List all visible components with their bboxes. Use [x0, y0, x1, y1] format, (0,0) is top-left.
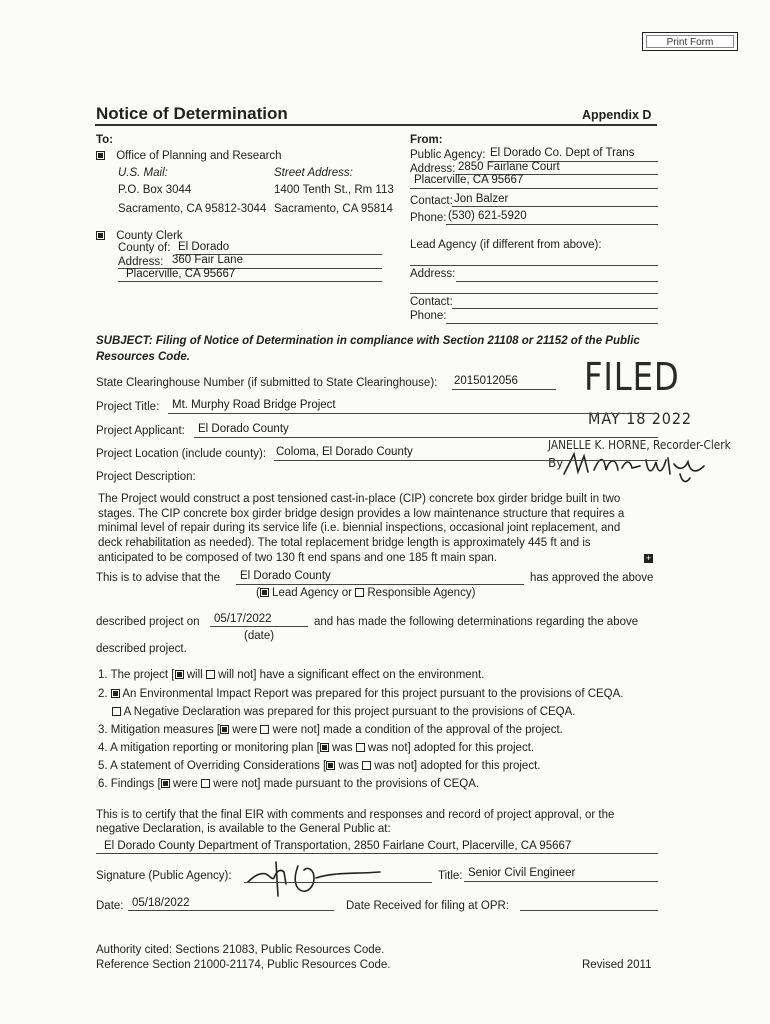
project-title-line: [168, 413, 658, 414]
street-label: Street Address:: [274, 167, 353, 179]
advise-agency-line: [236, 584, 524, 585]
paren-open: (: [256, 587, 260, 599]
determination-3: [98, 724, 563, 736]
phone-label: Phone:: [410, 212, 447, 224]
from-label: From:: [410, 134, 443, 146]
mitigation-were-not-checkbox[interactable]: [260, 725, 269, 734]
determination-1-suffix: will not] have a significant effect on the environment.: [218, 669, 485, 681]
plan-was-not-checkbox[interactable]: [356, 743, 365, 752]
determination-5-prefix: 5. A statement of Overriding Considerations [: [98, 760, 327, 772]
findings-were-label: were: [172, 778, 198, 790]
from-address2[interactable]: Placerville, CA 95667: [414, 174, 524, 186]
opr-row: [96, 150, 282, 162]
advise-suffix: has approved the above: [530, 572, 654, 584]
subject-text: SUBJECT: Filing of Notice of Determination in compliance with Section 21108 or 21152 of the Public Resources Code.: [96, 335, 640, 363]
approval-date-line: [210, 626, 308, 627]
reference-section: Reference Section 21000-21174, Public Resources Code.: [96, 959, 391, 971]
approval-date[interactable]: 05/17/2022: [214, 613, 272, 625]
location-line: [274, 460, 658, 461]
lead-agency-option: Lead Agency or: [272, 587, 352, 599]
lead-agency-label: Lead Agency (if different from above):: [410, 239, 602, 251]
plan-was-label: was: [332, 742, 353, 754]
certify-line2: negative Declaration, is available to the General Public at:: [96, 823, 391, 835]
certify-location-line: [96, 853, 658, 854]
eir-label: An Environmental Impact Report was prepared for this project pursuant to the provisions of CEQA.: [122, 688, 624, 700]
determination-6-suffix: were not] made pursuant to the provisions of CEQA.: [213, 778, 480, 790]
certify-line1: This is to certify that the final EIR with comments and responses and record of project approval, or the: [96, 809, 615, 821]
determination-1-prefix: 1. The project [: [98, 669, 175, 681]
signer-title-value[interactable]: Senior Civil Engineer: [468, 867, 576, 879]
project-title-label: Project Title:: [96, 401, 160, 413]
signature-date-line: [128, 910, 334, 911]
opr-name: Office of Planning and Research: [116, 150, 282, 162]
clerk-signature: [560, 444, 710, 488]
from-address-label: Address:: [410, 163, 456, 175]
sch-value[interactable]: 2015012056: [454, 375, 518, 387]
lead-contact-label: Contact:: [410, 296, 453, 308]
received-label: Date Received for filing at OPR:: [346, 900, 509, 912]
determination-4-prefix: 4. A mitigation reporting or monitoring plan [: [98, 742, 320, 754]
opr-street: 1400 Tenth St., Rm 113: [274, 184, 394, 196]
contact-line: [452, 206, 658, 207]
determination-2-prefix: 2.: [98, 688, 108, 700]
applicant-label: Project Applicant:: [96, 425, 185, 437]
determination-6: [98, 778, 479, 790]
lead-phone-label: Phone:: [410, 310, 447, 322]
clerk-address-line2: [118, 281, 382, 282]
described-end: described project.: [96, 643, 187, 655]
determination-3-prefix: 3. Mitigation measures [: [98, 724, 221, 736]
phone-line: [446, 224, 658, 225]
description-line: The Project would construct a post tensioned cast-in-place (CIP) concrete box girder bridge built in two: [98, 493, 621, 505]
location-value[interactable]: Coloma, El Dorado County: [276, 446, 413, 458]
clerk-name: County Clerk: [116, 230, 183, 242]
eir-checkbox[interactable]: [111, 689, 120, 698]
mitigation-were-checkbox[interactable]: [220, 725, 229, 734]
description-line: minimal level of repair during its service life (i.e. biennial inspections, occasional joint replacement, and: [98, 522, 621, 535]
applicant-line: [194, 437, 658, 438]
lead-agency-checkbox[interactable]: [260, 588, 269, 597]
applicant-value[interactable]: El Dorado County: [198, 423, 289, 435]
responsible-agency-checkbox[interactable]: [355, 588, 364, 597]
described-prefix: described project on: [96, 616, 200, 628]
filed-stamp-date: MAY 18 2022: [588, 409, 692, 428]
determination-1: [98, 669, 484, 681]
lead-address-label: Address:: [410, 268, 456, 280]
opr-checkbox[interactable]: [96, 151, 105, 160]
sch-line: [452, 389, 556, 390]
location-label: Project Location (include county):: [96, 448, 267, 460]
overriding-was-label: was: [338, 760, 359, 772]
description-line: deck rehabilitation as needed). The total replacement bridge length is approximately 445 ft and is: [98, 537, 591, 550]
revised-label: Revised 2011: [582, 959, 652, 971]
negative-declaration-label: A Negative Declaration was prepared for this project pursuant to the provisions of CEQA.: [123, 706, 576, 718]
agency-signature: [244, 858, 384, 900]
determination-2b: [112, 706, 576, 718]
expand-icon[interactable]: +: [645, 553, 652, 563]
will-label: will: [186, 669, 203, 681]
responsible-agency-option: Responsible Agency): [367, 587, 476, 599]
clerk-address2[interactable]: Placerville, CA 95667: [126, 268, 236, 280]
description-line: stages. The CIP concrete box girder bridge design provides a low maintenance structure that requires a: [98, 507, 625, 520]
will-checkbox[interactable]: [175, 670, 184, 679]
determination-2: [98, 688, 624, 700]
signature-line[interactable]: [244, 882, 432, 883]
advise-prefix: This is to advise that the: [96, 572, 221, 584]
advise-agency[interactable]: El Dorado County: [240, 570, 331, 582]
clerk-row: [96, 230, 183, 242]
phone-value[interactable]: (530) 621-5920: [448, 210, 527, 222]
described-suffix: and has made the following determinations regarding the above: [314, 616, 639, 628]
signer-title-label: Title:: [438, 870, 463, 882]
sch-label: State Clearinghouse Number (if submitted to State Clearinghouse):: [96, 377, 438, 389]
mail-label: U.S. Mail:: [118, 167, 168, 179]
lead-phone-line[interactable]: [446, 323, 658, 324]
opr-mail-city: Sacramento, CA 95812-3044: [118, 203, 267, 215]
project-title-value[interactable]: Mt. Murphy Road Bridge Project: [172, 399, 336, 411]
will-not-checkbox[interactable]: [206, 670, 215, 679]
clerk-address1[interactable]: 360 Fair Lane: [172, 254, 243, 266]
signature-date-label: Date:: [96, 900, 124, 912]
determination-5-suffix: was not] adopted for this project.: [374, 760, 541, 772]
agency-label: Public Agency:: [410, 149, 486, 161]
signature-date-value[interactable]: 05/18/2022: [132, 897, 190, 909]
signature-label: Signature (Public Agency):: [96, 870, 232, 882]
description-label: Project Description:: [96, 471, 196, 483]
determination-4: [98, 742, 534, 754]
filed-stamp-clerk: JANELLE K. HORNE, Recorder-Clerk: [548, 438, 731, 452]
filed-stamp-by: By: [548, 456, 564, 470]
signer-title-line: [464, 881, 658, 882]
negative-declaration-checkbox[interactable]: [112, 707, 121, 716]
date-caption: (date): [244, 630, 275, 642]
to-label: To:: [96, 134, 114, 146]
findings-were-not-checkbox[interactable]: [201, 779, 210, 788]
contact-label: Contact:: [410, 195, 453, 207]
appendix-label: Appendix D: [582, 108, 652, 122]
county-label: County of:: [118, 242, 171, 254]
determination-3-suffix: were not] made a condition of the approval of the project.: [272, 724, 563, 736]
opr-po-box: P.O. Box 3044: [118, 184, 192, 196]
received-line[interactable]: [520, 910, 658, 911]
print-form-label: Print Form: [666, 37, 714, 48]
certify-location[interactable]: El Dorado County Department of Transportation, 2850 Fairlane Court, Placerville, CA 95667: [104, 840, 572, 852]
opr-street-city: Sacramento, CA 95814: [274, 203, 393, 215]
lead-address-line1[interactable]: [456, 281, 658, 282]
clerk-address-label: Address:: [118, 256, 164, 268]
determination-6-prefix: 6. Findings [: [98, 778, 161, 790]
lead-contact-line[interactable]: [452, 308, 658, 309]
filed-stamp: FILED: [584, 355, 680, 399]
county-value[interactable]: El Dorado: [178, 241, 230, 253]
page-title: Notice of Determination: [96, 104, 288, 123]
authority-cited: Authority cited: Sections 21083, Public Resources Code.: [96, 944, 385, 956]
agency-value[interactable]: El Dorado Co. Dept of Trans: [490, 147, 635, 159]
description-block[interactable]: [98, 492, 658, 566]
from-address-line2: [410, 188, 658, 189]
determination-5: [98, 760, 540, 772]
findings-were-checkbox[interactable]: [161, 779, 170, 788]
overriding-was-checkbox[interactable]: [326, 761, 335, 770]
overriding-was-not-checkbox[interactable]: [362, 761, 371, 770]
clerk-checkbox[interactable]: [96, 231, 105, 240]
from-address1[interactable]: 2850 Fairlane Court: [458, 161, 560, 173]
description-line: anticipated to be composed of two 130 ft end spans and one 185 ft main span.: [98, 551, 497, 564]
header-rule: [95, 124, 657, 126]
mitigation-were-label: were: [232, 724, 258, 736]
lead-address-line2[interactable]: [410, 293, 658, 294]
print-form-button[interactable]: [642, 32, 738, 51]
determination-4-suffix: was not] adopted for this project.: [367, 742, 535, 754]
agency-type-row: [256, 587, 475, 599]
plan-was-checkbox[interactable]: [320, 743, 329, 752]
lead-agency-line[interactable]: [410, 265, 658, 266]
contact-value[interactable]: Jon Balzer: [454, 193, 509, 205]
